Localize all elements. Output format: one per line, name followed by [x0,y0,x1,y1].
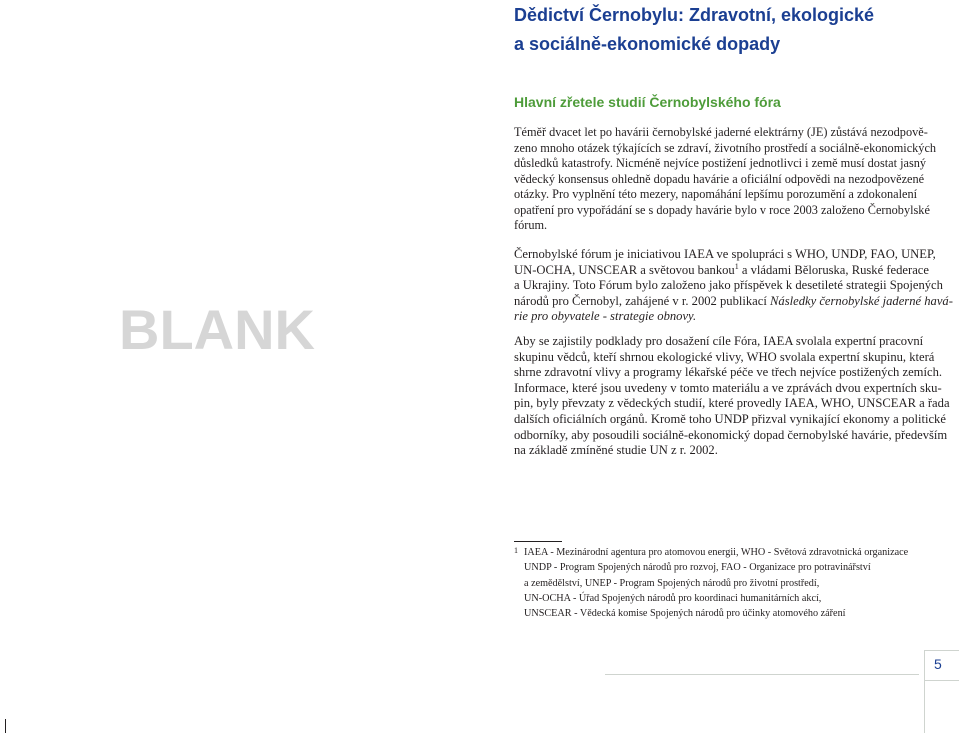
crop-mark [5,719,6,733]
paragraph-line: skupinu vědců, kteří shrnou ekologické vlivy, WHO svolala expertní skupinu, která [514,349,935,364]
paragraph-line: a Ukrajiny. Toto Fórum bylo založeno jako příspěvek k desetileté strategii Spojených [514,278,943,293]
footnote-divider [514,541,562,542]
paragraph-line: Informace, které jsou uvedeny v tomto materiálu a ve zprávách dvou expertních sku- [514,380,942,395]
paragraph-text: a vládami Běloruska, Ruské federace [738,262,929,277]
footnote-line: a zemědělství, UNEP - Program Spojených národů pro životní prostředí, [524,577,820,589]
page-number-frame [924,680,959,681]
paragraph-line [514,263,934,279]
paragraph-experts [514,334,950,459]
page-title-line-1: Dědictví Černobylu: Zdravotní, ekologické [514,5,875,25]
page-number-frame [924,650,959,651]
section-subtitle: Hlavní zřetele studií Černobylského fóra [514,94,781,110]
paragraph-line: důsledků katastrofy. Nicméně nejvíce postižení jednotlivci i země musí dostat jasný [514,156,927,170]
page-title-line-2: a sociálně-ekonomické dopady [514,34,781,54]
footnote-number: 1 [514,546,518,555]
footnote [514,545,944,621]
footnote-line: UN-OCHA - Úřad Spojených národů pro koordinaci humanitárních akcí, [524,592,822,604]
paragraph-line: dalších oficiálních orgánů. Kromě toho UNDP přizval vynikající ekonomy a politické [514,411,946,426]
paragraph-line: Černobylské fórum je iniciativou IAEA ve spolupráci s WHO, UNDP, FAO, UNEP, [514,247,936,261]
publication-title: Následky černobylské jaderné havá- [770,293,953,308]
blank-page-placeholder: BLANK [119,298,315,361]
footnote-line: IAEA - Mezinárodní agentura pro atomovou energii, WHO - Světová zdravotnická organizace [524,547,909,558]
paragraph-line: Téměř dvacet let po havárii černobylské jaderné elektrárny (JE) zůstává nezodpově- [514,125,928,139]
paragraph-line: Aby se zajistily podklady pro dosažení cíle Fóra, IAEA svolala expertní pracovní [514,334,924,348]
footnote-line: UNSCEAR - Vědecká komise Spojených národů pro účinky atomového záření [524,608,846,620]
paragraph-text: UN-OCHA, UNSCEAR a světovou bankou [514,262,735,277]
paragraph-line: shrne zdravotní vlivy a programy lékařské péče ve třech nejvíce postižených zemích. [514,365,943,380]
paragraph-line: otázky. Pro vyplnění této mezery, napomáhání lepšímu porozumění a zdokonalení [514,187,918,201]
paragraph-line [514,309,934,325]
paragraph-line: na základě zmíněné studie UN z r. 2002. [514,443,718,458]
paragraph-line: zeno mnoho otázek týkajících se zdraví, životního prostředí a sociálně-ekonomických [514,140,937,155]
paragraph-line: fórum. [514,218,548,232]
footnote-reference: 1 [734,261,739,271]
paragraph-line: opatření pro vypořádání se s dopady havárie bylo v roce 2003 založeno Černobylské [514,202,930,217]
paragraph-intro [514,125,937,234]
bottom-divider [605,674,919,675]
footnote-line: UNDP - Program Spojených národů pro rozvoj, FAO - Organizace pro potravinářství [524,562,871,574]
paragraph-line: pin, byly převzaty z vědeckých studií, které provedly IAEA, WHO, UNSCEAR a řada [514,396,950,411]
page-title [514,1,944,59]
paragraph-line [514,293,953,310]
paragraph-line: vědecký konsensus ohledně dopadu havárie a oficiální odpovědi na nezodpovězené [514,171,925,186]
page-number-frame [924,650,925,733]
paragraph-text: národů pro Černobyl, zahájené v r. 2002 publikací [514,293,771,308]
page-number: 5 [934,656,942,672]
publication-title: rie pro obyvatele - strategie obnovy. [514,309,697,324]
paragraph-forum [514,247,953,325]
paragraph-line: odborníky, aby posoudili sociálně-ekonomický dopad černobylské havárie, především [514,427,948,442]
